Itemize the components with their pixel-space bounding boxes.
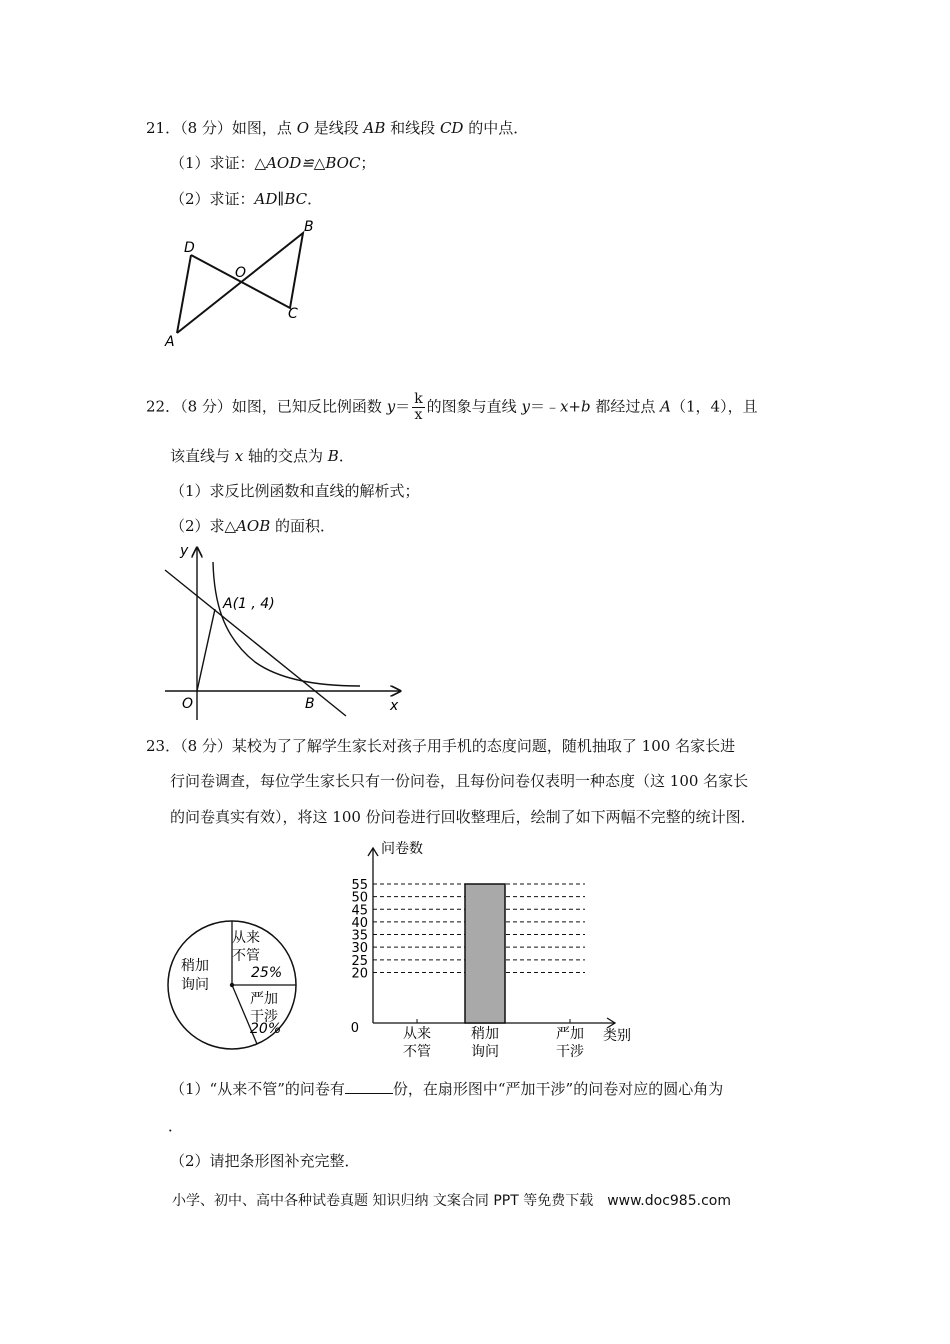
q22-label-A: A(1 , 4) bbox=[223, 596, 275, 612]
pie-pct-b: 20% bbox=[250, 1021, 282, 1037]
q22-label-B: B bbox=[305, 696, 315, 712]
q23-part1 bbox=[170, 1078, 723, 1099]
q23-score: （8 分） bbox=[180, 737, 232, 755]
q21-text: 和线段 bbox=[385, 119, 440, 137]
pie-label-b1: 严加 bbox=[250, 991, 278, 1007]
q21-label-D: D bbox=[184, 240, 195, 256]
q22-label-x: x bbox=[390, 698, 399, 714]
q22-point: （1，4），且 bbox=[670, 397, 758, 416]
bar-y-tick-label: 20 bbox=[351, 966, 368, 982]
q21-segment-D-A bbox=[177, 255, 191, 333]
q21-part1-end: ； bbox=[360, 154, 376, 172]
q22-var: x bbox=[234, 447, 244, 465]
q23-pie-chart bbox=[165, 915, 305, 1055]
q22-part2-end: 的面积． bbox=[270, 517, 336, 535]
q23-stem-line2: 行问卷调查，每位学生家长只有一份问卷，且每份问卷仅表明一种态度（这 100 名家长 bbox=[170, 772, 749, 790]
q22-line bbox=[165, 570, 346, 716]
q21-part2-end: ． bbox=[307, 190, 323, 208]
bar-y-tick-label: 35 bbox=[351, 928, 368, 944]
pie-label-c2: 询问 bbox=[181, 977, 209, 993]
q22-text: 的图象与直线 bbox=[426, 397, 522, 416]
q22-score: （8 分） bbox=[180, 397, 232, 416]
q21-part1-math: △AOD≌△BOC bbox=[254, 154, 361, 172]
bar-origin-label: 0 bbox=[350, 1021, 359, 1036]
q22-stem bbox=[146, 392, 758, 423]
q21-part1-label: （1）求证： bbox=[170, 154, 255, 172]
q21-var: CD bbox=[439, 119, 464, 137]
q22-fraction-denominator: x bbox=[414, 407, 423, 423]
bar-category-label: 严加 bbox=[556, 1026, 584, 1042]
bar-y-axis-title: 问卷数 bbox=[381, 841, 423, 857]
q22-text: 该直线与 bbox=[170, 447, 235, 465]
bar-category-label: 从来 bbox=[403, 1026, 431, 1042]
footer-text: 小学、初中、高中各种试卷真题 知识归纳 文案合同 PPT 等免费下载 www.doc985.com bbox=[172, 1193, 731, 1209]
bar-y-tick-label: 45 bbox=[351, 903, 368, 919]
q22-fraction-numerator: k bbox=[414, 391, 423, 407]
q22-var: B bbox=[327, 447, 339, 465]
bar-chart-content bbox=[351, 840, 631, 1060]
q21-text: 是线段 bbox=[309, 119, 364, 137]
q21-segment-D-C-B-A bbox=[177, 233, 303, 333]
q22-var: A bbox=[660, 397, 671, 416]
q22-label-y: y bbox=[180, 543, 189, 559]
pie-pct-a: 25% bbox=[251, 965, 283, 981]
q21-label-B: B bbox=[304, 219, 314, 235]
bar-category-label: 询问 bbox=[471, 1044, 499, 1060]
bar-x-axis-title: 类别 bbox=[603, 1028, 631, 1044]
q21-label-O: O bbox=[235, 265, 247, 281]
q23-text: 某校为了了解学生家长对孩子用手机的态度问题，随机抽取了 100 名家长进 bbox=[231, 737, 736, 755]
q21-part1 bbox=[170, 153, 375, 173]
bar-y-tick-label: 55 bbox=[351, 878, 368, 893]
bar-y-tick-label: 25 bbox=[351, 953, 368, 969]
q23-stem-line3: 的问卷真实有效），将这 100 份问卷进行回收整理后，绘制了如下两幅不完整的统计图． bbox=[170, 808, 756, 826]
q22-text: ． bbox=[338, 447, 354, 465]
q22-number: 22． bbox=[146, 397, 181, 416]
q23-part1-end: ． bbox=[168, 1117, 184, 1135]
q22-part2-math: △AOB bbox=[224, 517, 271, 535]
pie-center bbox=[230, 983, 234, 987]
pie-label-a2: 不管 bbox=[232, 948, 260, 964]
q23-bar-chart bbox=[345, 836, 645, 1068]
q22-line-expr: x+b bbox=[559, 397, 591, 416]
pie-label-b2: 干涉 bbox=[250, 1009, 278, 1025]
q21-label-A: A bbox=[165, 334, 175, 350]
q22-segment-OA bbox=[197, 609, 215, 691]
q21-number: 21． bbox=[146, 119, 181, 137]
q22-text: 如图，已知反比例函数 bbox=[231, 397, 387, 416]
q23-part1-text: （1）“从来不管”的问卷有 bbox=[170, 1080, 345, 1098]
q22-var: y bbox=[386, 397, 396, 416]
q23-number: 23． bbox=[146, 737, 181, 755]
q22-equals: ＝ bbox=[395, 397, 411, 416]
pie-label-a1: 从来 bbox=[232, 930, 260, 946]
bar-y-tick-label: 30 bbox=[351, 941, 368, 957]
q21-part2 bbox=[170, 189, 322, 209]
answer-blank[interactable] bbox=[345, 1078, 393, 1094]
bar-y-tick-label: 50 bbox=[351, 890, 368, 906]
q22-fraction bbox=[412, 392, 424, 423]
q21-var: AB bbox=[363, 119, 386, 137]
bar-y-tick-label: 40 bbox=[351, 915, 368, 931]
q21-text: 的中点． bbox=[463, 119, 529, 137]
bar bbox=[465, 884, 505, 1023]
q21-var: O bbox=[296, 119, 309, 137]
q23-part2: （2）请把条形图补充完整． bbox=[170, 1152, 360, 1170]
bar-category-label: 稍加 bbox=[471, 1026, 499, 1042]
pie-label-c1: 稍加 bbox=[181, 958, 209, 974]
q22-part1: （1）求反比例函数和直线的解析式； bbox=[170, 482, 420, 500]
q21-stem bbox=[146, 118, 528, 138]
q21-score: （8 分） bbox=[180, 119, 232, 137]
q21-text: 如图，点 bbox=[231, 119, 297, 137]
q22-var: y bbox=[521, 397, 530, 416]
q23-stem-line1 bbox=[146, 736, 735, 756]
q22-label-O: O bbox=[182, 696, 194, 712]
q21-part2-math: AD∥BC bbox=[254, 190, 308, 208]
q21-part2-label: （2）求证： bbox=[170, 190, 255, 208]
q22-part2-label: （2）求 bbox=[170, 517, 225, 535]
q22-figure bbox=[160, 540, 410, 715]
q23-part1-text: 份，在扇形图中“严加干涉”的问卷对应的圆心角为 bbox=[392, 1080, 724, 1098]
q22-stem-line2 bbox=[170, 446, 354, 466]
bar-category-label: 干涉 bbox=[556, 1044, 584, 1060]
q21-label-C: C bbox=[288, 306, 298, 322]
bar-category-label: 不管 bbox=[403, 1044, 431, 1060]
q22-text: 都经过点 bbox=[590, 397, 661, 416]
q22-equals: ＝﹣ bbox=[529, 397, 560, 416]
q21-figure bbox=[160, 215, 330, 350]
q22-text: 轴的交点为 bbox=[243, 447, 328, 465]
q22-part2 bbox=[170, 516, 335, 536]
